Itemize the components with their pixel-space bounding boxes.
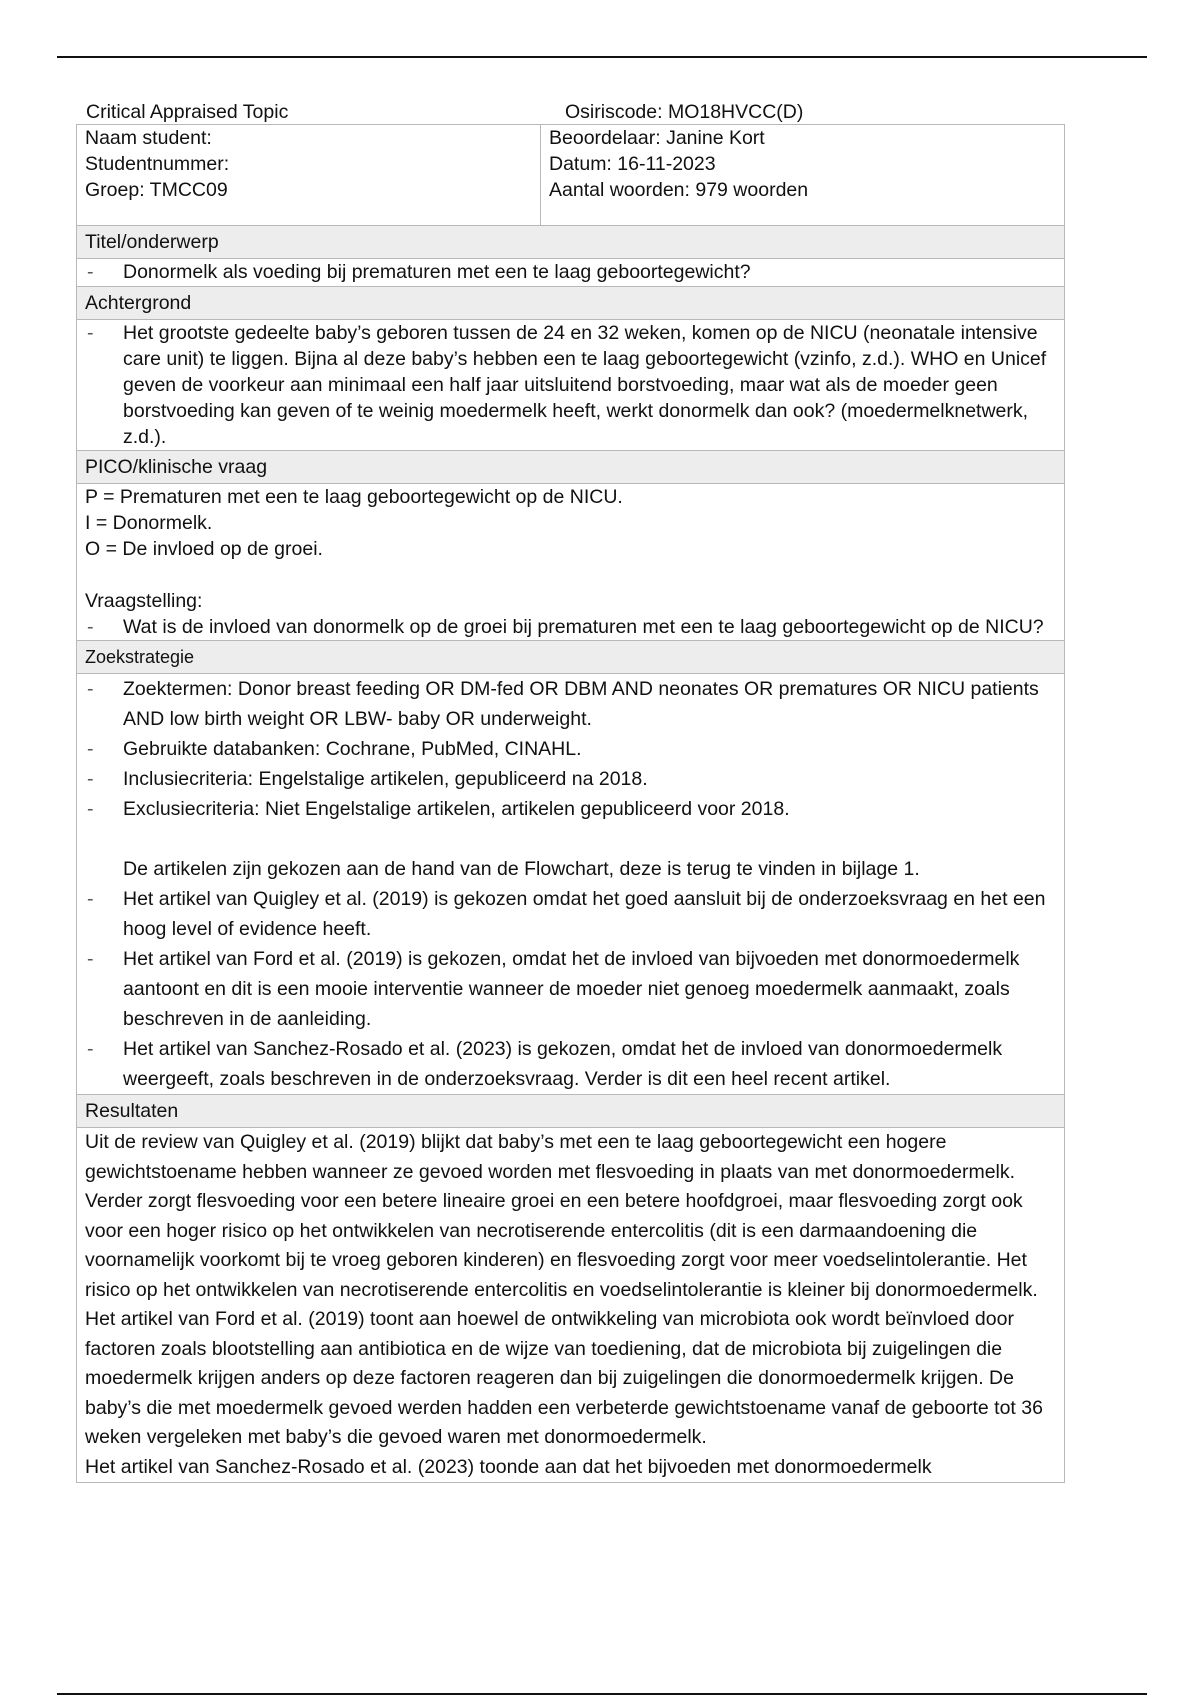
- result-paragraph: Uit de review van Quigley et al. (2019) blijkt dat baby’s met een te laag geboortegewicht een hogere gewichtstoename hebben wanneer ze gevoed worden met flesvoeding in plaats van met donormoedermelk. Verder zorgt flesvoeding voor een betere lineaire groei en een betere hoofdgroei, maar flesvoeding zorgt ook voor een hoger risico op het ontwikkelen van necrotiserende entercolitis (dit is een darmaandoening die voornamelijk voorkomt bij te vroeg geboren kinderen) en flesvoeding zorgt voor meer voedselintolerantie. Het risico op het ontwikkelen van necrotiserende entercolitis en voedselintolerantie is kleiner bij donormoedermelk.: [85, 1131, 1038, 1301]
- student-name: Naam student:: [85, 127, 212, 149]
- spacer: [85, 562, 1056, 588]
- section-heading-resultaten: Resultaten: [77, 1095, 1065, 1128]
- section-heading-zoekstrategie: Zoekstrategie: [77, 641, 1065, 674]
- list-item: - Zoektermen: Donor breast feeding OR DM-fed OR DBM AND neonates OR prematures OR NICU patients AND low birth weight OR LBW- baby OR underweight.: [85, 674, 1056, 734]
- assessment-info: [541, 125, 1065, 226]
- section-content-titel: [77, 259, 1065, 287]
- vraagstelling: - Wat is de invloed van donormelk op de groei bij prematuren met een te laag geboortegewicht op de NICU?: [85, 614, 1056, 640]
- result-paragraph: Het artikel van Sanchez-Rosado et al. (2023) toonde aan dat het bijvoeden met donormoedermelk: [85, 1455, 932, 1478]
- student-group: Groep: TMCC09: [85, 179, 228, 201]
- word-count: Aantal woorden: 979 woorden: [549, 179, 809, 201]
- section-heading-titel: Titel/onderwerp: [77, 226, 1065, 259]
- cat-table: [76, 124, 1065, 1483]
- osiris-code: Osiriscode: MO18HVCC(D): [565, 101, 804, 123]
- document: [76, 100, 1064, 1483]
- list-item: - Het artikel van Sanchez-Rosado et al. (2023) is gekozen, omdat het de invloed van donormoedermelk weergeeft, zoals beschreven in de onderzoeksvraag. Verder is dit een heel recent artikel.: [85, 1034, 1056, 1094]
- section-heading-pico: PICO/klinische vraag: [77, 451, 1065, 484]
- bottom-rule: [57, 1693, 1147, 1695]
- section-heading-achtergrond: Achtergrond: [77, 287, 1065, 320]
- list-item: - Gebruikte databanken: Cochrane, PubMed, CINAHL.: [85, 734, 1056, 764]
- list-item: - Donormelk als voeding bij prematuren met een te laag geboortegewicht?: [85, 259, 1056, 285]
- pico-o: O = De invloed op de groei.: [85, 538, 323, 560]
- top-rule: [57, 56, 1147, 58]
- vraagstelling-label: Vraagstelling:: [85, 590, 203, 612]
- section-content-zoekstrategie: [77, 674, 1065, 1095]
- list-item: - Exclusiecriteria: Niet Engelstalige artikelen, artikelen gepubliceerd voor 2018.: [85, 794, 1056, 824]
- section-content-achtergrond: [77, 320, 1065, 451]
- flowchart-note: De artikelen zijn gekozen aan de hand van de Flowchart, deze is terug te vinden in bijlage 1.: [123, 858, 920, 880]
- list-item: - Inclusiecriteria: Engelstalige artikelen, gepubliceerd na 2018.: [85, 764, 1056, 794]
- list-item: - Het grootste gedeelte baby’s geboren tussen de 24 en 32 weken, komen op de NICU (neonatale intensive care unit) te liggen. Bijna al deze baby’s hebben een te laag geboortegewicht (vzinfo, z.d.). WHO en Unicef geven de voorkeur aan minimaal een half jaar uitsluitend borstvoeding, maar wat als de moeder geen borstvoeding kan geven of te weinig moedermelk heeft, werkt donormelk dan ook? (moedermelknetwerk, z.d.).: [85, 320, 1056, 450]
- document-header: [76, 100, 1064, 124]
- list-item: - Het artikel van Quigley et al. (2019) is gekozen omdat het goed aansluit bij de onderzoeksvraag en het een hoog level of evidence heeft.: [85, 884, 1056, 944]
- student-info: [77, 125, 541, 226]
- list-item: - Het artikel van Ford et al. (2019) is gekozen, omdat het de invloed van bijvoeden met donormoedermelk aantoont en dit is een mooie interventie wanneer de moeder niet genoeg moedermelk aanmaakt, zoals beschreven in de aanleiding.: [85, 944, 1056, 1034]
- date: Datum: 16-11-2023: [549, 153, 716, 175]
- spacer: [85, 824, 1056, 854]
- section-content-pico: [77, 484, 1065, 641]
- pico-p: P = Prematuren met een te laag geboortegewicht op de NICU.: [85, 486, 623, 508]
- student-number: Studentnummer:: [85, 153, 230, 175]
- assessor: Beoordelaar: Janine Kort: [549, 127, 765, 149]
- section-content-resultaten: [77, 1128, 1065, 1483]
- result-paragraph: Het artikel van Ford et al. (2019) toont aan hoewel de ontwikkeling van microbiota ook wordt beïnvloed door factoren zoals blootstelling aan antibiotica en de wijze van toediening, dat de microbiota bij zuigelingen die moedermelk krijgen anders op deze factoren reageren dan bij zuigelingen die donormoedermelk krijgen. De baby’s die met moedermelk gevoed werden hadden een verbeterde gewichtstoename vanaf de geboorte tot 36 weken vergeleken met baby’s die gevoed waren met donormoedermelk.: [85, 1308, 1043, 1448]
- info-row: [77, 125, 1065, 226]
- pico-i: I = Donormelk.: [85, 512, 213, 534]
- document-title: Critical Appraised Topic: [86, 101, 289, 123]
